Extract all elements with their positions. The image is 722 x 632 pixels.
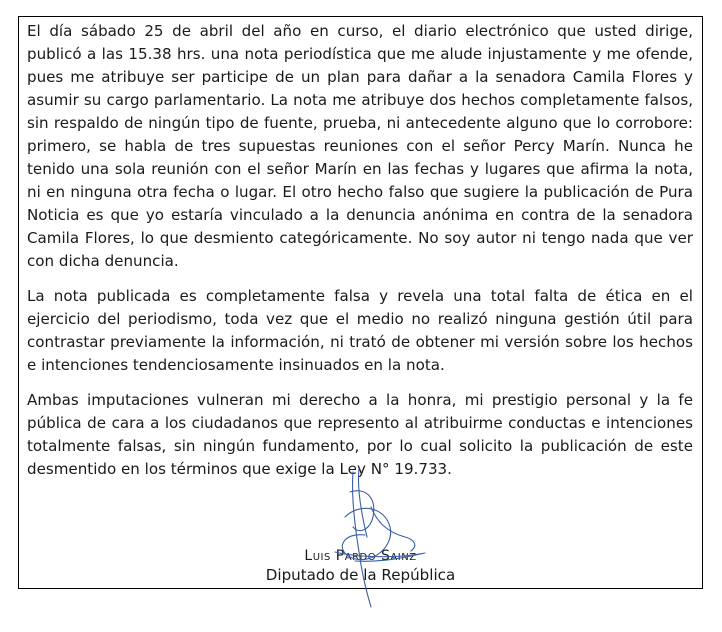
signer-name: Luis Pardo Sainz xyxy=(304,548,417,564)
letter-frame xyxy=(18,16,703,589)
paragraph-2: La nota publicada es completamente falsa y revela una total falta de ética en el ejercicio del periodismo, toda vez que el medio no realizó ninguna gestión útil para contrastar previamente la información, ni trató de obtener mi versión sobre los hechos e intenciones tendenciosamente insinuados en la nota. xyxy=(27,287,693,374)
signature-block xyxy=(19,548,702,585)
paragraph-1: El día sábado 25 de abril del año en curso, el diario electrónico que usted dirige, publicó a las 15.38 hrs. una nota periodística que me alude injustamente y me ofende, pues me atribuye ser participe de un plan para dañar a la senadora Camila Flores y asumir su cargo parlamentario. La nota me atribuye dos hechos completamente falsos, sin respaldo de ningún tipo de fuente, prueba, ni antecedente alguno que lo corrobore: primero, se habla de tres supuestas reuniones con el señor Percy Marín. Nunca he tenido una sola reunión con el señor Marín en las fechas y lugares que afirma la nota, ni en ninguna otra fecha o lugar. El otro hecho falso que sugiere la publicación de Pura Noticia es que yo estaría vinculado a la denuncia anónima en contra de la senadora Camila Flores, lo que desmiento categóricamente. No soy autor ni tengo nada que ver con dicha denuncia. xyxy=(27,22,693,270)
signature-stroke-5 xyxy=(371,507,415,551)
paragraph-3: Ambas imputaciones vulneran mi derecho a la honra, mi prestigio personal y la fe pública de cara a los ciudadanos que represento al atribuirme conductas e intenciones totalmente falsas, sin ningún fundamento, por lo cual solicito la publicación de este desmentido en los términos que exige la Ley N° 19.733. xyxy=(27,391,693,478)
signer-title: Diputado de la República xyxy=(265,566,456,584)
letter-body xyxy=(27,20,693,493)
signature-stroke-6 xyxy=(350,491,374,531)
